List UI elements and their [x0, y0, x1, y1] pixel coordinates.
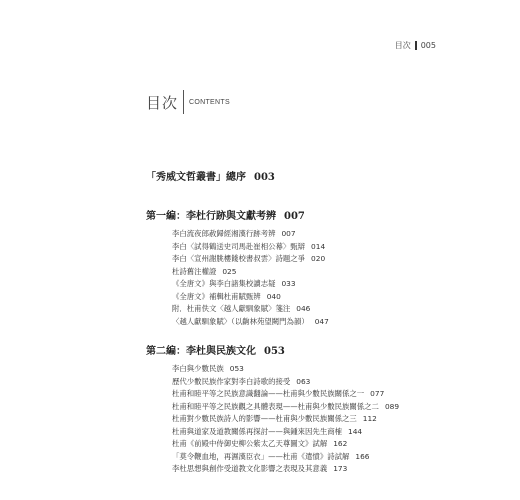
toc-entry-text: 李白〈試得鶴送史司馬赴崔相公幕〉甄辯 [172, 241, 306, 251]
toc-entry [172, 316, 426, 329]
toc-part-1 [146, 207, 426, 328]
part-heading [146, 342, 426, 357]
toc-entry-text: 歷代少數民族作家對李白詩歌的接受 [172, 376, 291, 386]
toc-entry-page: 007 [281, 229, 296, 238]
running-head-divider [415, 41, 417, 50]
toc-entry [172, 451, 426, 464]
part-heading-label: 第一編：李杜行跡與文獻考辨 [146, 211, 276, 222]
toc-entry [172, 266, 426, 279]
toc-entry-page: 173 [333, 464, 348, 473]
toc-preface-page: 003 [254, 172, 275, 183]
toc-preface [146, 168, 426, 183]
toc-preface-label: 「秀威文哲叢書」總序 [146, 172, 246, 183]
toc-entry [172, 363, 426, 376]
running-head-page-number: 005 [420, 41, 436, 50]
toc-entry-page: 040 [266, 291, 281, 301]
toc-entry-text: 杜詩舊注權證 [172, 266, 217, 276]
toc-entry-text: 李白流夜郎赦歸經湘漢行跡考辨 [172, 229, 276, 238]
toc-entry-page: 033 [281, 279, 296, 288]
running-head-section: 目次 [394, 41, 411, 50]
part-heading-page: 007 [284, 211, 305, 222]
table-of-contents [146, 168, 426, 476]
toc-entry-text: 杜甫與道家及道教關係再探討——與鍾來因先生商榷 [172, 426, 342, 436]
toc-entry [172, 388, 426, 401]
toc-entry [172, 228, 426, 241]
toc-entry-text: 杜甫和睦平等之民族觀之具體表現——杜甫與少數民族關係之二 [172, 401, 379, 411]
toc-entry-text: 李白〈宣州謝朓樓餞校書叔雲〉詩題之爭 [172, 254, 306, 263]
toc-part-2 [146, 342, 426, 476]
toc-heading-divider [183, 90, 184, 114]
toc-heading-en: CONTENTS [189, 98, 230, 106]
toc-entry-text: 《全唐文》補輯杜甫賦甄辨 [172, 291, 261, 301]
part-heading-label: 第二編：李杜與民族文化 [146, 346, 256, 357]
running-head [395, 40, 436, 51]
toc-entry-text: 杜甫和睦平等之民族意識翻論——杜甫與少數民族關係之一 [172, 389, 365, 398]
toc-entry [172, 253, 426, 266]
toc-entry [172, 401, 426, 414]
toc-entry-page: 089 [384, 401, 400, 411]
toc-entry-text: 〈越人獻馴象賦〉（以齣林苑望闕門為韻） [172, 316, 309, 326]
toc-entry-page: 063 [296, 376, 311, 386]
toc-entry-page: 020 [311, 254, 326, 263]
toc-entry-text: 「莫令鞭血地，再濕漢臣衣」——杜甫《遣憤》詩試解 [172, 451, 350, 461]
toc-entry-text: 李白與少數民族 [172, 364, 224, 373]
toc-entry-page: 047 [314, 316, 329, 326]
toc-heading [146, 90, 230, 114]
toc-entry [172, 278, 426, 291]
toc-entry-page: 162 [333, 439, 348, 448]
toc-entry-page: 053 [229, 364, 244, 373]
toc-entry-text: 附．杜甫佚文〈越人獻馴象賦〉箋注 [172, 304, 291, 313]
toc-entry-page: 025 [222, 266, 237, 276]
toc-entry-page: 014 [311, 241, 326, 251]
toc-entry [172, 291, 426, 304]
toc-entry-page: 077 [370, 389, 385, 398]
toc-entry [172, 463, 426, 476]
toc-entry [172, 303, 426, 316]
toc-entry-page: 112 [362, 414, 377, 423]
toc-entry [172, 241, 426, 254]
toc-heading-zh: 目次 [146, 93, 179, 112]
toc-entry-text: 《全唐文》與李白諸集校讀志疑 [172, 279, 276, 288]
toc-entry-text: 李杜思想與創作受道教文化影響之表現及其意義 [172, 464, 328, 473]
toc-entry-text: 杜甫《前殿中侍御史柳公紫太乙天尊圖文》試解 [172, 439, 328, 448]
toc-entry [172, 426, 426, 439]
toc-entry [172, 376, 426, 389]
toc-entry [172, 438, 426, 451]
toc-entry-text: 杜甫對少數民族詩人的影響——杜甫與少數民族關係之三 [172, 414, 357, 423]
toc-entry-page: 166 [355, 451, 370, 461]
toc-entry [172, 413, 426, 426]
part-heading [146, 207, 426, 222]
toc-entry-page: 144 [348, 426, 363, 436]
toc-entry-page: 046 [296, 304, 311, 313]
part-heading-page: 053 [264, 346, 285, 357]
